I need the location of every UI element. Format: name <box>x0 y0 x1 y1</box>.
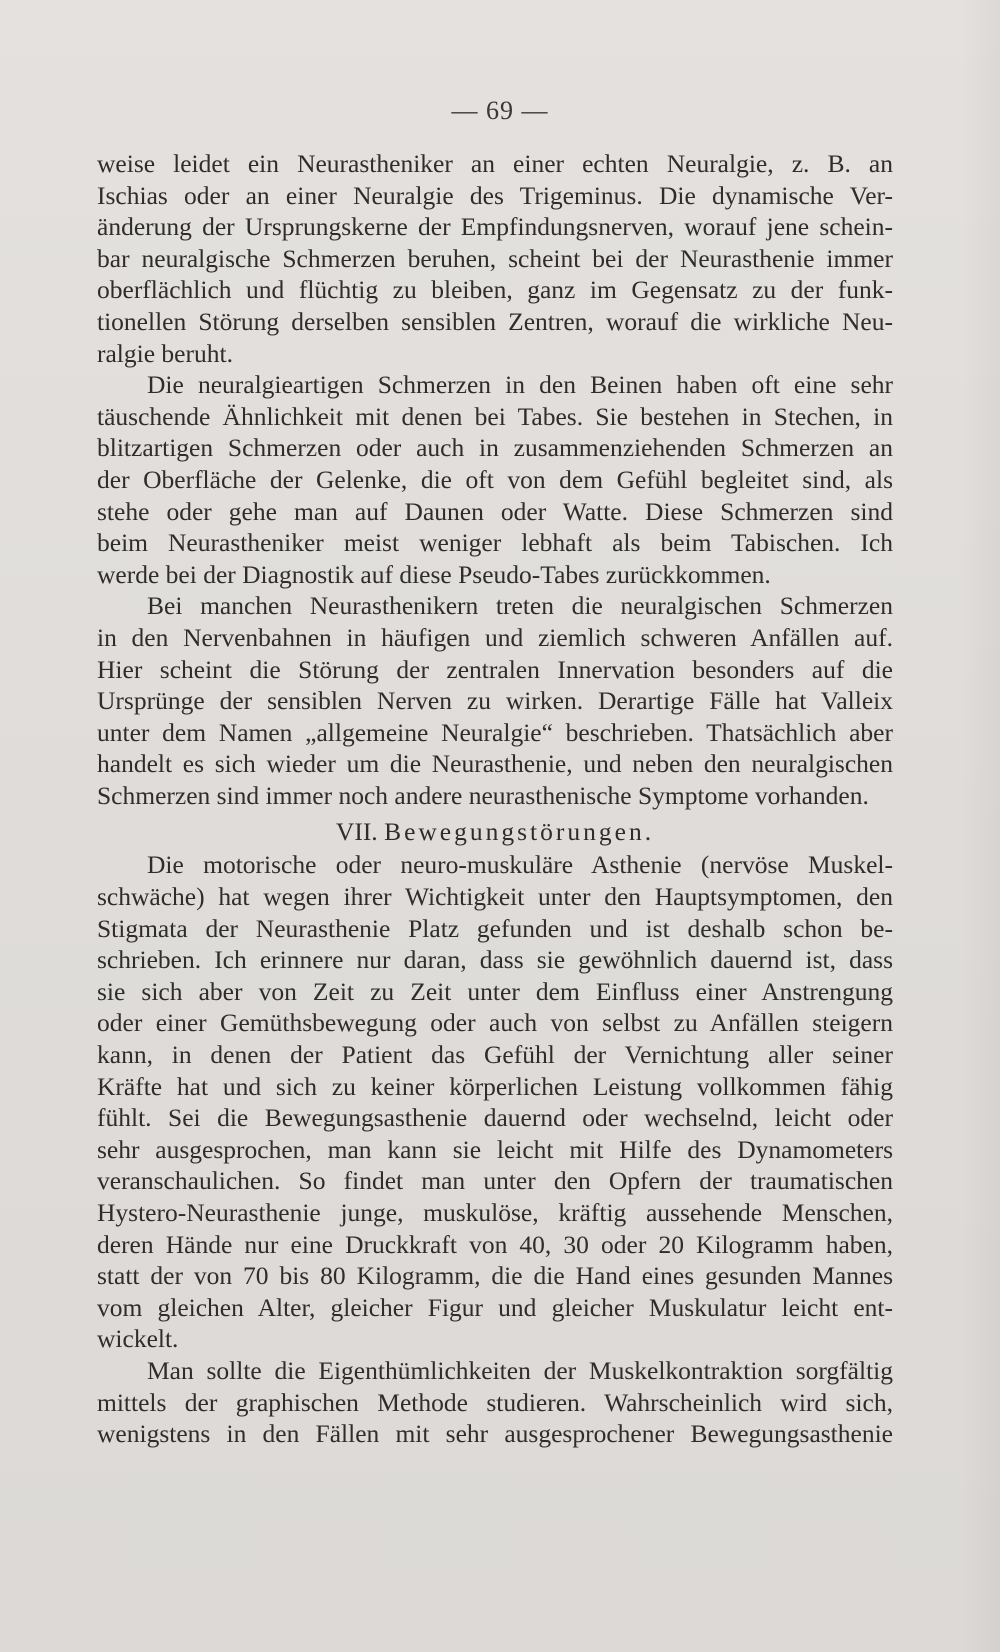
text-line: tionellen Störung derselben sensiblen Zentren, worauf die wirkliche Neu- <box>97 306 893 336</box>
text-line: schwäche) hat wegen ihrer Wichtigkeit unter den Hauptsymptomen, den <box>97 882 893 912</box>
text-line: Schmerzen sind immer noch andere neurasthenische Symptome vorhanden. <box>97 780 869 810</box>
text-line: Ursprünge der sensiblen Nerven zu wirken. Derartige Fälle hat Valleix <box>97 686 893 716</box>
text-line: änderung der Ursprungskerne der Empfindungsnerven, worauf jene schein- <box>97 212 893 242</box>
text-line: unter dem Namen „allgemeine Neuralgie“ beschrieben. Thatsächlich aber <box>97 717 893 747</box>
text-line: Kräfte hat und sich zu keiner körperlichen Leistung vollkommen fähig <box>97 1071 893 1101</box>
text-line: sie sich aber von Zeit zu Zeit unter dem Einfluss einer Anstrengung <box>97 976 893 1006</box>
text-line: veranschaulichen. So findet man unter den Opfern der traumatischen <box>97 1166 893 1196</box>
text-line: Bei manchen Neurasthenikern treten die neuralgischen Schmerzen <box>147 591 893 621</box>
text-line: sehr ausgesprochen, man kann sie leicht mit Hilfe des Dynamometers <box>97 1134 893 1164</box>
text-line: bar neuralgische Schmerzen beruhen, scheint bei der Neurasthenie immer <box>97 243 893 273</box>
page-number: — 69 — <box>451 96 549 125</box>
text-line: deren Hände nur eine Druckkraft von 40, 30 oder 20 Kilogramm haben, <box>97 1229 893 1259</box>
text-line: Die neuralgieartigen Schmerzen in den Beinen haben oft eine sehr <box>147 370 893 400</box>
text-line: Man sollte die Eigenthümlichkeiten der Muskelkontraktion sorgfältig <box>147 1355 893 1385</box>
paragraph-block-1 <box>97 148 893 811</box>
page-edge-shadow <box>960 0 1000 1652</box>
text-line: statt der von 70 bis 80 Kilogramm, die die Hand eines gesunden Mannes <box>97 1261 893 1291</box>
text-line: werde bei der Diagnostik auf diese Pseudo-Tabes zurückkommen. <box>97 559 771 589</box>
text-line: Hystero-Neurasthenie junge, muskulöse, kräftig aussehende Menschen, <box>97 1198 893 1227</box>
text-line: der Oberfläche der Gelenke, die oft von dem Gefühl begleitet sind, als <box>97 464 893 494</box>
text-line: Ischias oder an einer Neuralgie des Trigeminus. Die dynamische Ver- <box>97 180 893 210</box>
text-line: in den Nervenbahnen in häufigen und ziemlich schweren Anfällen auf. <box>97 622 893 652</box>
text-line: wickelt. <box>97 1324 179 1354</box>
text-line: oberflächlich und flüchtig zu bleiben, ganz im Gegensatz zu der funk- <box>97 275 893 305</box>
text-line: kann, in denen der Patient das Gefühl der Vernichtung aller seiner <box>97 1040 893 1070</box>
section-title: Bewegungstörungen. <box>384 817 655 847</box>
text-line: Stigmata der Neurasthenie Platz gefunden und ist deshalb schon be- <box>97 913 893 943</box>
text-line: stehe oder gehe man auf Daunen oder Watte. Diese Schmerzen sind <box>97 496 893 526</box>
text-line: ralgie beruht. <box>97 338 233 368</box>
text-line: blitzartigen Schmerzen oder auch in zusammenziehenden Schmerzen an <box>97 433 893 463</box>
text-line: täuschende Ähnlichkeit mit denen bei Tabes. Sie bestehen in Stechen, in <box>97 401 893 431</box>
section-heading <box>97 815 893 849</box>
text-line: oder einer Gemüthsbewegung oder auch von selbst zu Anfällen steigern <box>97 1008 893 1038</box>
paragraph-block-2 <box>97 849 893 1449</box>
text-line: mittels der graphischen Methode studieren. Wahrscheinlich wird sich, <box>97 1387 893 1417</box>
text-line: weise leidet ein Neurastheniker an einer echten Neuralgie, z. B. an <box>97 149 893 178</box>
text-line: vom gleichen Alter, gleicher Figur und gleicher Muskulatur leicht ent- <box>97 1292 893 1322</box>
body-text <box>97 148 893 1450</box>
text-line: wenigstens in den Fällen mit sehr ausgesprochener Bewegungsasthenie <box>97 1419 893 1449</box>
text-line: Die motorische oder neuro-muskuläre Asthenie (nervöse Muskel- <box>147 850 893 880</box>
text-line: schrieben. Ich erinnere nur daran, dass sie gewöhnlich dauernd ist, dass <box>97 945 893 975</box>
text-line: Hier scheint die Störung der zentralen Innervation besonders auf die <box>97 654 893 684</box>
text-line: fühlt. Sei die Bewegungsasthenie dauernd oder wechselnd, leicht oder <box>97 1103 893 1133</box>
text-line: beim Neurastheniker meist weniger lebhaft als beim Tabischen. Ich <box>97 528 893 558</box>
text-line: handelt es sich wieder um die Neurasthenie, und neben den neuralgischen <box>97 749 893 779</box>
section-numeral: VII. <box>335 817 378 847</box>
